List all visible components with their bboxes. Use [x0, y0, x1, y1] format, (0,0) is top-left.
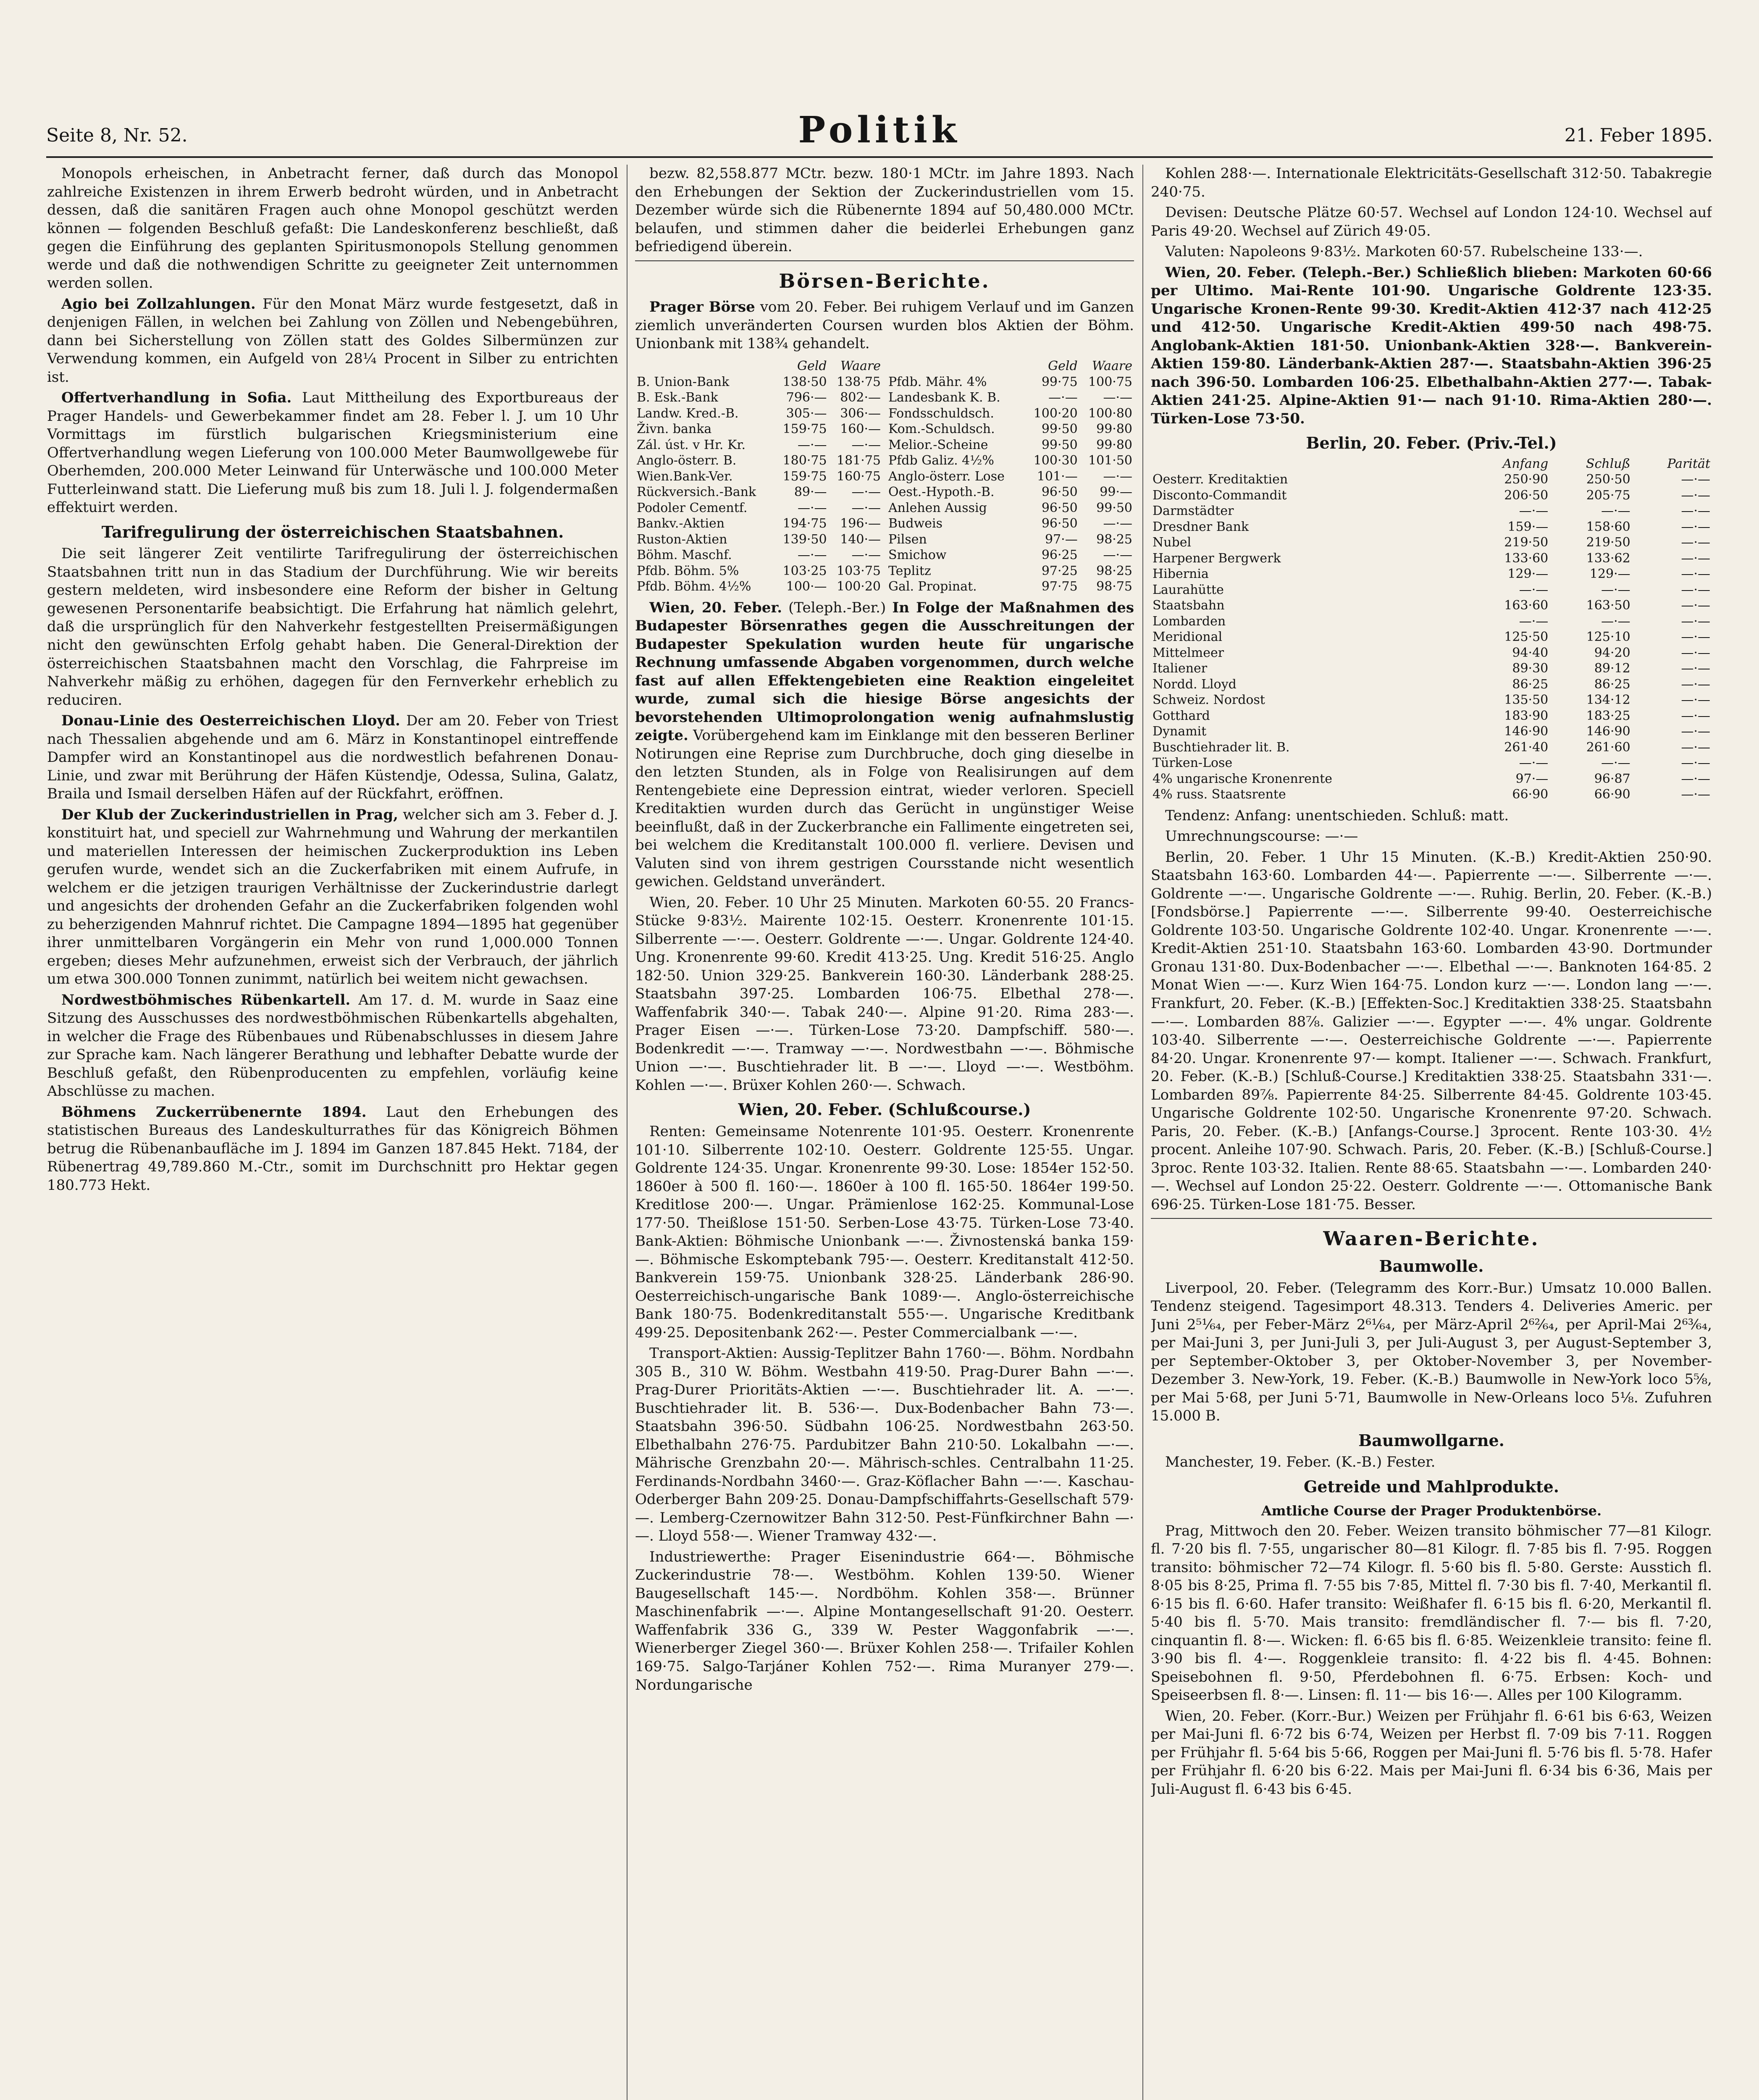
row-value-p: —·— [1681, 630, 1710, 645]
row-label: Landesbank K. B. [888, 390, 1000, 405]
article-subheading: Amtliche Course der Prager Produktenbörse. [1261, 1502, 1602, 1519]
row-value-ware: 100·20 [837, 579, 881, 594]
article-bold: Schließlich blieben: Markoten 60·66 per Ultimo. Mai-Rente 101·90. Ungarische Goldrente 123·35. Ungarische Kronen-Rente 99·30. Kredit-Aktien 412·37 nach 412·25 und 412·50. Ungarische Kredit-Aktien 499·50 nach 498·75. Anglobank-Aktien 181·50. Unionbank-Aktien 328·—. Bankverein-Aktien 159·80. Länderbank-Aktien 287·—. Staatsbahn-Aktien 396·25 nach 396·50. Lombarden 106·25. Elbethalbahn-Aktien 277·—. Tabak-Aktien 241·25. Alpine-Aktien 91·— nach 91·10. Rima-Aktien 280·—. Türken-Lose 73·50. [1151, 264, 1712, 427]
prager-table-left [635, 358, 882, 595]
article-heading: Offertverhandlung in Sofia. [61, 389, 292, 407]
row-value-a: 94·40 [1512, 645, 1549, 660]
row-value-p: —·— [1681, 488, 1710, 503]
row-value-ware: 98·25 [1096, 532, 1132, 547]
row-value-ware: 196·— [840, 516, 881, 531]
table-row [1151, 692, 1712, 708]
row-value-geld: —·— [798, 500, 827, 515]
row-value-geld: 99·75 [1041, 374, 1078, 389]
row-value-ware: 99·80 [1096, 437, 1132, 452]
row-label: Darmstädter [1153, 504, 1234, 519]
row-value-ware: —·— [851, 437, 881, 452]
row-label: Lombarden [1153, 614, 1226, 629]
row-value-p: —·— [1681, 724, 1710, 739]
row-value-a: —·— [1519, 756, 1549, 771]
row-value-ware: 103·75 [837, 563, 881, 578]
table-row [1151, 551, 1712, 567]
row-value-ware: —·— [851, 548, 881, 562]
row-value-s: —·— [1601, 504, 1630, 519]
baumwolle: Liverpool, 20. Feber. (Telegramm des Korr.-Bur.) Umsatz 10.000 Ballen. Tendenz steigend. Tagesimport 48.313. Tenders 4. Deliveries Americ. per Juni 2⁵¹⁄₆₄, per Feber-März 2⁶¹⁄₆₄, per März-April 2⁶²⁄₆₄, per April-Mai 2⁶³⁄₆₄, per Mai-Juni 3, per Juni-Juli 3, per Juli-August 3, per August-September 3, per September-Oktober 3, per Oktober-November 3, per November-Dezember 3. New-York, 19. Feber. (K.-B.) Baumwolle in New-York loco 5⅝, per Mai 5·68, per Juni 5·71, Baumwolle in New-Orleans loco 5⅛. Zufuhren 15.000 B. [1151, 1279, 1712, 1425]
article-heading: Getreide und Mahlprodukte. [1303, 1477, 1559, 1496]
header-rule [46, 156, 1713, 158]
table-row [1151, 503, 1712, 519]
article-body: Für den Monat März wurde festgesetzt, daß in denjenigen Fällen, in welchen bei Zahlung von Zöllen und Nebengebühren, dann bei Sicherstellung von Zöllen statt des Goldes Silbermünzen zur Verwendung kommen, ein Aufgeld von 28¼ Procent in Silber zu entrichten ist. [47, 295, 618, 386]
row-label: Rückversich.-Bank [637, 485, 756, 499]
prager-boerse [635, 298, 1134, 353]
col-schluss: Schluß [1586, 456, 1630, 471]
page-header [46, 105, 1713, 151]
umrechnung: Umrechnungscourse: —·— [1165, 828, 1358, 845]
row-value-ware: 99·80 [1096, 422, 1132, 436]
column-2 [635, 165, 1134, 2100]
article-heading: Agio bei Zollzahlungen. [61, 295, 256, 312]
article-heading: Tarifregulirung der österreichischen Staatsbahnen. [101, 522, 564, 541]
row-label: Meridional [1153, 630, 1223, 645]
table-row [1151, 472, 1712, 488]
row-value-ware: 98·75 [1096, 579, 1132, 594]
column-1 [47, 165, 618, 2100]
row-value-a: 66·90 [1512, 787, 1549, 802]
article-heading: Baumwolle. [1379, 1257, 1484, 1276]
row-label: Nubel [1153, 535, 1192, 550]
row-label: Hibernia [1153, 567, 1209, 582]
row-value-a: —·— [1519, 582, 1549, 597]
row-value-ware: —·— [1103, 390, 1132, 405]
row-value-p: —·— [1681, 472, 1710, 487]
table-row [887, 374, 1134, 390]
article-body: Die seit längerer Zeit ventilirte Tarifregulirung der österreichischen Staatsbahnen tritt nun in das Stadium der Durchführung. Wie wir bereits gestern meldeten, wird insbesondere eine Reform der bisher in Geltung gewesenen Personentarife beabsichtigt. Die Erfahrung hat nämlich gelehrt, daß die ursprünglich für den Nahverkehr festgestellten Preisermäßigungen nicht den gewünschten Erfolg gehabt haben. Die General-Direktion der österreichischen Staatsbahnen macht den Vorschlag, die Fahrpreise im Nahverkehr mäßig zu erhöhen, dagegen für den Fernverkehr erheblich zu reduciren. [47, 545, 618, 709]
row-label: Pfdb Galiz. 4½% [888, 453, 994, 468]
row-label: Pilsen [888, 532, 927, 547]
table-row [887, 516, 1134, 532]
row-value-ware: 306·— [840, 406, 881, 421]
col-anfang: Anfang [1502, 456, 1549, 471]
wien-report-3: Renten: Gemeinsame Notenrente 101·95. Oesterr. Kronenrente 101·10. Silberrente 102·10. Oesterr. Goldrente 125·55. Ungar. Goldrente 124·35. Ungar. Kronenrente 99·30. Lose: 1854er 152·50. 1860er à 500 fl. 160·—. 1860er à 100 fl. 165·50. 1864er 199·50. Kreditlose 200·—. Ungar. Prämienlose 162·25. Kommunal-Lose 177·50. Theißlose 151·50. Serben-Lose 43·75. Türken-Lose 73·40. Bank-Aktien: Böhmische Unionbank —·—. Živnostenská banka 159·—. Böhmische Eskomptebank 795·—. Oesterr. Kreditanstalt 412·50. Bankverein 159·75. Unionbank 328·25. Länderbank 286·90. Oesterreichisch-ungarische Bank 1089·—. Anglo-österreichische Bank 180·75. Bodenkreditanstalt 555·—. Ungarische Kreditbank 499·25. Depositenbank 262·—. Pester Commercialbank —·—. [635, 1123, 1134, 1341]
row-value-geld: 96·50 [1041, 500, 1078, 515]
page-number: Seite 8, Nr. 52. [46, 125, 188, 146]
table-row [635, 500, 882, 516]
row-label: Bankv.-Aktien [637, 516, 725, 531]
row-label: Laurahütte [1153, 582, 1224, 597]
table-row [635, 563, 882, 579]
row-value-geld: 305·— [786, 406, 827, 421]
row-value-s: 89·12 [1594, 661, 1630, 676]
row-value-s: 134·12 [1586, 693, 1630, 708]
col-ware: Waare [1092, 359, 1132, 373]
table-row [635, 579, 882, 595]
row-label: Smichow [888, 548, 947, 562]
row-value-geld: 159·75 [782, 469, 827, 484]
table-row [1151, 488, 1712, 504]
row-value-p: —·— [1681, 756, 1710, 771]
row-value-a: 159·— [1507, 519, 1549, 534]
row-label: Oest.-Hypoth.-B. [888, 485, 995, 499]
article-boehmen [47, 1103, 618, 1195]
row-value-s: 163·50 [1586, 598, 1630, 613]
row-label: Teplitz [888, 563, 931, 578]
article-heading: Prager Börse [649, 299, 755, 316]
row-label: Melior.-Scheine [888, 437, 988, 452]
table-row [1151, 677, 1712, 693]
row-value-p: —·— [1681, 551, 1710, 566]
row-label: Pfdb. Böhm. 5% [637, 563, 739, 578]
row-label: Pfdb. Mähr. 4% [888, 374, 987, 389]
article-intro: Kohlen 288·—. Internationale Elektricitäts-Gesellschaft 312·50. Tabakregie 240·75. [1151, 165, 1712, 200]
row-value-p: —·— [1681, 661, 1710, 676]
article-heading: Baumwollgarne. [1358, 1431, 1504, 1450]
row-value-s: 96·87 [1594, 771, 1630, 786]
row-label: B. Esk.-Bank [637, 390, 718, 405]
row-value-ware: —·— [851, 485, 881, 499]
row-label: Wien.Bank-Ver. [637, 469, 733, 484]
divider [1151, 1218, 1712, 1219]
row-label: Dynamit [1153, 724, 1207, 739]
table-row [1151, 582, 1712, 598]
row-value-geld: 138·50 [782, 374, 827, 389]
row-label: Oesterr. Kreditaktien [1153, 472, 1288, 487]
row-value-geld: —·— [798, 437, 827, 452]
row-label: Anglo-österr. B. [637, 453, 737, 468]
row-value-ware: 98·25 [1096, 563, 1132, 578]
table-row [1151, 614, 1712, 630]
row-value-p: —·— [1681, 708, 1710, 723]
table-row [635, 406, 882, 422]
row-label: Anlehen Aussig [888, 500, 987, 515]
row-value-a: 250·90 [1504, 472, 1549, 487]
row-value-s: 86·25 [1594, 677, 1630, 692]
row-label: Živn. banka [637, 422, 712, 436]
article-body: Laut den Erhebungen des statistischen Bureaus des Landeskulturrathes für das Königreich Böhmen betrug die Rübenanbaufläche im J. 1894 im Ganzen 187.845 Hekt. 7184, der Rübenertrag 49,789.860 M.-Ctr., somit im Durchschnitt pro Hektar gegen 180.773 Hekt. [47, 1103, 618, 1194]
row-value-a: 125·50 [1504, 630, 1549, 645]
row-value-geld: 194·75 [782, 516, 827, 531]
row-value-s: 219·50 [1586, 535, 1630, 550]
table-row [635, 532, 882, 548]
row-value-ware: 160·— [840, 422, 881, 436]
article-body: Vorübergehend kam im Einklange mit den besseren Berliner Notirungen eine Reprise zum Durchbruche, doch ging dieselbe in den letzten Stunden, als in Folge von Realisirungen auf dem Rentengebiete eine Depression eintrat, wieder verloren. Speciell Kreditaktien wurden durch das Gerücht in ungünstiger Weise beeinflußt, daß in der Zuckerbranche ein Fallimente eingetreten sei, bei welchem die Kreditanstalt 100.000 fl. verliere. Devisen und Valuten sind von ihrem gestrigen Coursstande nicht wesentlich gewichen. Geldstand unverändert. [635, 727, 1134, 890]
row-value-geld: 100·— [786, 579, 827, 594]
table-row [887, 469, 1134, 485]
row-value-a: 219·50 [1504, 535, 1549, 550]
devisen: Devisen: Deutsche Plätze 60·57. Wechsel auf London 124·10. Wechsel auf Paris 49·20. Wechsel auf Zürich 49·05. [1151, 204, 1712, 239]
row-value-ware: —·— [851, 500, 881, 515]
row-label: Disconto-Commandit [1153, 488, 1287, 503]
row-value-geld: 103·25 [782, 563, 827, 578]
row-value-geld: 99·50 [1041, 422, 1078, 436]
row-value-a: 133·60 [1504, 551, 1549, 566]
article-heading: Böhmens Zuckerrübenernte 1894. [61, 1103, 367, 1121]
row-value-s: —·— [1601, 756, 1630, 771]
row-value-a: 129·— [1507, 567, 1549, 582]
article-heading: Nordwestböhmisches Rübenkartell. [61, 991, 351, 1008]
valuten: Valuten: Napoleons 9·83½. Markoten 60·57. Rubelscheine 133·—. [1165, 243, 1643, 260]
row-value-p: —·— [1681, 598, 1710, 613]
row-value-p: —·— [1681, 693, 1710, 708]
table-row [887, 406, 1134, 422]
row-label: 4% russ. Staatsrente [1153, 787, 1286, 802]
table-row [887, 579, 1134, 595]
industriewerthe: Industriewerthe: Prager Eisenindustrie 664·—. Böhmische Zuckerindustrie 78·—. Westböhm. Kohlen 139·50. Wiener Baugesellschaft 145·—. Nordböhm. Kohlen 358·—. Brünner Maschinenfabrik —·—. Alpine Montangesellschaft 91·20. Oesterr. Waffenfabrik 336 G., 339 W. Pester Waggonfabrik —·—. Wienerberger Ziegel 360·—. Brüxer Kohlen 258·—. Trifailer Kohlen 169·75. Salgo-Tarjáner Kohlen 752·—. Rima Muranyer 279·—. Nordungarische [635, 1548, 1134, 1693]
prager-table-right [887, 358, 1134, 595]
baumwollgarne: Manchester, 19. Feber. (K.-B.) Fester. [1165, 1454, 1436, 1471]
article-body: Der am 20. Feber von Triest nach Thessalien abgehende und am 6. März in Konstantinopel eintreffende Dampfer wird an Konstantinopel aus die nordwestlich befahrenen Donau-Linie, und zwar mit Berührung der Häfen Küstendje, Odessa, Sulina, Galatz, Braila und Ismail derselben Häfen auf der Rückfahrt, eröffnen. [47, 712, 618, 803]
table-row [1151, 645, 1712, 661]
row-value-s: 205·75 [1586, 488, 1630, 503]
row-value-ware: 140·— [840, 532, 881, 547]
row-value-ware: —·— [1103, 469, 1132, 484]
table-row [887, 390, 1134, 406]
row-value-a: 89·30 [1512, 661, 1549, 676]
table-row [635, 484, 882, 500]
wien-getreide: Wien, 20. Feber. (Korr.-Bur.) Weizen per Frühjahr fl. 6·61 bis 6·63, Weizen per Mai-Juni fl. 6·72 bis 6·74, Weizen per Herbst fl. 7·09 bis 7·11. Roggen per Frühjahr fl. 5·64 bis 5·66, Roggen per Mai-Juni fl. 5·76 bis fl. 5·78. Hafer per Frühjahr fl. 6·20 bis 6·22. Mais per Mai-Juni fl. 6·34 bis 6·36, Mais per Juli-August fl. 6·43 bis 6·45. [1151, 1707, 1712, 1798]
table-row [1151, 755, 1712, 771]
row-value-s: 133·62 [1586, 551, 1630, 566]
table-row [887, 484, 1134, 500]
article-intro: Monopols erheischen, in Anbetracht ferner, daß durch das Monopol zahlreiche Existenzen in ihrem Erwerb bedroht würden, und in Anbetracht dessen, daß die sanitären Fragen auch ohne Monopol geschützt werden können — folgenden Beschluß gefaßt: Die Landeskonferenz beschließt, daß gegen die Einführung des geplanten Spiritusmonopols Stellung genommen werde und daß die nothwendigen Schritte zu geeigneter Zeit unternommen werden sollen. [47, 165, 618, 292]
table-row [635, 437, 882, 453]
section-title: Politik [798, 109, 961, 151]
section-heading: Waaren-Berichte. [1323, 1227, 1540, 1250]
article-nordwest [47, 991, 618, 1101]
table-row [635, 516, 882, 532]
row-label: Landw. Kred.-B. [637, 406, 739, 421]
divider [635, 260, 1134, 261]
row-value-p: —·— [1681, 504, 1710, 519]
article-donau [47, 712, 618, 803]
table-row [1151, 771, 1712, 787]
row-value-geld: —·— [1048, 390, 1078, 405]
table-row [887, 547, 1134, 563]
row-value-a: 163·60 [1504, 598, 1549, 613]
table-row [1151, 629, 1712, 645]
table-row [635, 374, 882, 390]
article-body: welcher sich am 3. Feber d. J. konstituirt hat, und speciell zur Wahrnehmung und Wahrung der merkantilen und materiellen Interessen der heimischen Zuckerproduktion ins Leben gerufen wurde, wendet sich an die Zuckerfabriken mit einem Aufrufe, in welchem er die jetzigen traurigen Verhältnisse der Zuckerindustrie darlegt und angesichts der drohenden Gefahr an die Zuckerfabriken folgenden wohl zu beherzigenden Mahnruf richtet. Die Campagne 1894—1895 hat gegenüber ihrer unmittelbaren Vorgängerin ein Mehr von rund 1,000.000 Tonnen ergeben; dieses Mehr aufzunehmen, erweist sich der Verbrauch, der jährlich um etwa 300.000 Tonnen zunimmt, natürlich bei weitem nicht gewachsen. [47, 806, 618, 988]
row-value-ware: 181·75 [837, 453, 881, 468]
getreide: Prag, Mittwoch den 20. Feber. Weizen transito böhmischer 77—81 Kilogr. fl. 7·20 bis fl. 7·55, ungarischer 80—81 Kilogr. fl. 7·85 bis fl. 7·95. Roggen transito: böhmischer 72—74 Kilogr. fl. 5·60 bis fl. 5·80. Gerste: Ausstich fl. 8·05 bis 8·25, Prima fl. 7·55 bis 7·85, Mittel fl. 7·30 bis fl. 7·40, Merkantil fl. 6·15 bis fl. 6·60. Hafer transito: Weißhafer fl. 6·15 bis fl. 6·20, Merkantil fl. 5·40 bis fl. 5·70. Mais transito: fremdländischer fl. 7·— bis fl. 7·20, cinquantin fl. 8·—. Wicken: fl. 6·65 bis fl. 6·85. Weizenkleie transito: feine fl. 3·90 bis fl. 4·—. Roggenkleie transito: fl. 4·22 bis fl. 4·45. Bohnen: Speisebohnen fl. 9·50, Pferdebohnen fl. 6·75. Erbsen: Koch- und Speiseerbsen fl. 8·—. Linsen: fl. 11·— bis 16·—. Alles per 100 Kilogramm. [1151, 1522, 1712, 1704]
table-row [1151, 708, 1712, 724]
row-value-ware: 100·80 [1088, 406, 1132, 421]
row-value-p: —·— [1681, 519, 1710, 534]
article-zoll [47, 295, 618, 387]
row-value-geld: 796·— [786, 390, 827, 405]
tendenz: Tendenz: Anfang: unentschieden. Schluß: matt. [1165, 807, 1509, 824]
row-value-a: 183·90 [1504, 708, 1549, 723]
row-label: Pfdb. Böhm. 4½% [637, 579, 751, 594]
row-value-s: 183·25 [1586, 708, 1630, 723]
row-value-geld: 99·50 [1041, 437, 1078, 452]
row-value-ware: —·— [1103, 548, 1132, 562]
table-row [1151, 598, 1712, 614]
table-row [887, 421, 1134, 437]
table-row [635, 469, 882, 485]
row-value-ware: 100·75 [1088, 374, 1132, 389]
article-heading: Wien, 20. Feber. (Teleph.-Ber.) [1165, 264, 1412, 281]
row-value-geld: 96·50 [1041, 516, 1078, 531]
row-value-a: —·— [1519, 614, 1549, 629]
row-value-geld: 96·25 [1041, 548, 1078, 562]
article-body: Laut Mittheilung des Exportbureaus der Prager Handels- und Gewerbekammer findet am 28. Feber l. J. um 10 Uhr Vormittags im fürstlich bulgarischen Kriegsministerium eine Offertverhandlung wegen Lieferung von 100.000 Meter Baumwollgewebe für Oberhemden, 200.000 Meter Leinwand für Unterwäsche und 100.000 Meter Futterleinwand statt. Die Lieferung muß bis zum 18. Juli l. J. folgendermaßen effektuirt werden. [47, 389, 618, 516]
row-value-a: 135·50 [1504, 693, 1549, 708]
article-body: vom 20. Feber. Bei ruhigem Verlauf und im Ganzen ziemlich unveränderten Coursen wurden blos Aktien der Böhm. Unionbank mit 138¾ gehandelt. [635, 299, 1134, 352]
row-value-geld: 97·25 [1041, 563, 1078, 578]
table-row [1151, 787, 1712, 803]
article-heading: Wien, 20. Feber. [649, 599, 782, 616]
row-label: Podoler Cementf. [637, 500, 748, 515]
transport-aktien: Transport-Aktien: Aussig-Teplitzer Bahn 1760·—. Böhm. Nordbahn 305 B., 310 W. Böhm. Westbahn 419·50. Prag-Durer Bahn —·—. Prag-Durer Prioritäts-Aktien —·—. Buschtiehrader lit. A. —·—. Buschtiehrader lit. B. 536·—. Dux-Bodenbacher Bahn 73·—. Staatsbahn 396·50. Südbahn 106·25. Nordwestbahn 263·50. Elbethalbahn 276·75. Pardubitzer Bahn 210·50. Lokalbahn —·—. Mährische Grenzbahn 20·—. Mährisch-schles. Centralbahn 11·25. Ferdinands-Nordbahn 3460·—. Graz-Köflacher Bahn —·—. Kaschau-Oderberger Bahn 209·25. Donau-Dampfschiffahrts-Gesellschaft 579·—. Lemberg-Czernowitzer Bahn 312·50. Pest-Fünfkirchner Bahn —·—. Lloyd 558·—. Wiener Tramway 432·—. [635, 1345, 1134, 1545]
row-value-geld: 139·50 [782, 532, 827, 547]
row-label: Nordd. Lloyd [1153, 677, 1237, 692]
article-heading: Der Klub der Zuckerindustriellen in Prag, [61, 806, 398, 823]
table-row [887, 500, 1134, 516]
row-value-ware: 99·— [1100, 485, 1132, 499]
row-label: Dresdner Bank [1153, 519, 1249, 534]
article-heading: Berlin, 20. Feber. (Priv.-Tel.) [1306, 433, 1557, 453]
row-value-geld: 180·75 [782, 453, 827, 468]
row-value-s: 146·90 [1586, 724, 1630, 739]
article-intro: bezw. 82,558.877 MCtr. bezw. 180·1 MCtr. im Jahre 1893. Nach den Erhebungen der Sektion der Zuckerindustriellen vom 15. Dezember würde sich die Rübenernte 1894 auf 50,480.000 MCtr. belaufen, und stimmen daher die beiderlei Erhebungen ganz befriedigend überein. [635, 165, 1134, 255]
article-klub [47, 806, 618, 989]
table-row [1151, 724, 1712, 740]
row-label: Türken-Lose [1153, 756, 1233, 771]
berlin-table [1151, 456, 1712, 803]
row-value-p: —·— [1681, 771, 1710, 786]
article-heading: Wien, 20. Feber. (Schlußcourse.) [738, 1100, 1031, 1119]
issue-date: 21. Feber 1895. [1564, 125, 1713, 146]
table-row [635, 390, 882, 406]
row-value-p: —·— [1681, 567, 1710, 582]
table-row [1151, 740, 1712, 756]
row-value-s: 125·10 [1586, 630, 1630, 645]
article-offert [47, 389, 618, 517]
wien-report-4 [1151, 264, 1712, 428]
table-row [887, 563, 1134, 579]
row-value-s: 261·60 [1586, 740, 1630, 755]
row-value-p: —·— [1681, 614, 1710, 629]
row-label: Gal. Propinat. [888, 579, 977, 594]
row-label: Böhm. Maschf. [637, 548, 732, 562]
column-3 [1151, 165, 1712, 2100]
col-paritaet: Parität [1667, 456, 1710, 471]
row-label: B. Union-Bank [637, 374, 730, 389]
table-row [1151, 566, 1712, 582]
table-row [1151, 535, 1712, 551]
table-row [1151, 661, 1712, 677]
foreign-reports: Berlin, 20. Feber. 1 Uhr 15 Minuten. (K.-B.) Kredit-Aktien 250·90. Staatsbahn 163·60. Lombarden 44·—. Papierrente —·—. Silberrente —·—. Goldrente —·—. Ungarische Goldrente —·—. Ruhig. Berlin, 20. Feber. (K.-B.) [Fondsbörse.] Papierrente —·—. Silberrente 99·40. Oesterreichische Goldrente 103·50. Ungarische Goldrente 102·40. Ungar. Kronenrente —·—. Kredit-Aktien 251·10. Staatsbahn 163·60. Lombarden 43·90. Dortmunder Gronau 131·80. Dux-Bodenbacher —·—. Elbethal —·—. Banknoten 164·85. 2 Monat Wien —·—. Kurz Wien 164·75. London kurz —·—. London lang —·—. Frankfurt, 20. Feber. (K.-B.) [Effekten-Soc.] Kreditaktien 338·25. Staatsbahn —·—. Lombarden 88⅞. Galizier —·—. Egypter —·—. 4% ungar. Goldrente 103·40. Silberrente —·—. Oesterreichische Goldrente —·—. Papierrente 84·20. Ungar. Kronenrente 97·— kompt. Italiener —·—. Schwach. Frankfurt, 20. Feber. (K.-B.) [Schluß-Course.] Kreditaktien 338·25. Staatsbahn 331·—. Lombarden 89⅞. Papierrente 84·25. Silberrente 84·45. Goldrente 103·45. Ungarische Goldrente 102·50. Ungarische Kronenrente 97·20. Schwach. Paris, 20. Feber. (K.-B.) [Anfangs-Course.] 3procent. Rente 103·30. 4½ procent. Anleihe 107·90. Schwach. Paris, 20. Feber. (K.-B.) [Schluß-Course.] 3proc. Rente 103·32. Italien. Rente 88·65. Staatsbahn —·—. Lombarden 240·—. Wechsel auf London 25·22. Oesterr. Goldrente —·—. Ottomanische Bank 696·25. Türken-Lose 181·75. Besser. [1151, 848, 1712, 1213]
row-value-s: 66·90 [1594, 787, 1630, 802]
row-value-s: 129·— [1589, 567, 1630, 582]
row-value-s: 158·60 [1586, 519, 1630, 534]
row-label: Ruston-Aktien [637, 532, 727, 547]
col-ware: Waare [840, 359, 881, 373]
row-label: Zál. úst. v Hr. Kr. [637, 437, 746, 452]
row-value-a: 146·90 [1504, 724, 1549, 739]
row-value-ware: 160·75 [837, 469, 881, 484]
table-row [1151, 519, 1712, 535]
row-value-a: 206·50 [1504, 488, 1549, 503]
row-label: Budweis [888, 516, 943, 531]
row-value-geld: 101·— [1037, 469, 1078, 484]
article-body: Am 17. d. M. wurde in Saaz eine Sitzung des Ausschusses des nordwestböhmischen Rübenkartells abgehalten, in welcher die Frage des Rübenbaues und Rübenabschlusses in diesem Jahre zur Sprache kam. Nach längerer Berathung und lebhafter Debatte wurde der Beschluß gefaßt, den Rübenproducenten zu empfehlen, vorläufig keine Abschlüsse zu machen. [47, 991, 618, 1100]
section-heading: Börsen-Berichte. [779, 269, 990, 292]
row-value-s: —·— [1601, 614, 1630, 629]
wien-report-1 [635, 599, 1134, 891]
row-value-ware: 101·50 [1088, 453, 1132, 468]
row-value-ware: 138·75 [837, 374, 881, 389]
row-value-ware: 99·50 [1096, 500, 1132, 515]
row-value-p: —·— [1681, 582, 1710, 597]
row-value-p: —·— [1681, 787, 1710, 802]
row-label: Anglo-österr. Lose [888, 469, 1005, 484]
row-value-a: 261·40 [1504, 740, 1549, 755]
row-value-p: —·— [1681, 535, 1710, 550]
row-label: Buschtiehrader lit. B. [1153, 740, 1290, 755]
row-value-geld: —·— [798, 548, 827, 562]
col-geld: Geld [797, 359, 827, 373]
row-label: Harpener Bergwerk [1153, 551, 1281, 566]
table-row [635, 453, 882, 469]
row-value-s: 94·20 [1594, 645, 1630, 660]
row-value-a: 97·— [1515, 771, 1549, 786]
row-value-geld: 159·75 [782, 422, 827, 436]
row-label: Gotthard [1153, 708, 1210, 723]
row-value-geld: 100·20 [1033, 406, 1078, 421]
row-value-p: —·— [1681, 645, 1710, 660]
row-value-a: 86·25 [1512, 677, 1549, 692]
article-heading: Donau-Linie des Oesterreichischen Lloyd. [61, 712, 400, 730]
row-value-geld: 97·— [1045, 532, 1078, 547]
table-row [635, 421, 882, 437]
row-value-geld: 96·50 [1041, 485, 1078, 499]
row-value-geld: 97·75 [1041, 579, 1078, 594]
row-value-ware: 802·— [840, 390, 881, 405]
wien-report-2: Wien, 20. Feber. 10 Uhr 25 Minuten. Markoten 60·55. 20 Francs-Stücke 9·83½. Mairente 102·15. Oesterr. Kronenrente 101·15. Silberrente —·—. Oesterr. Goldrente —·—. Ungar. Goldrente 124·40. Ung. Kronenrente 99·60. Kredit 413·25. Ung. Kredit 516·25. Anglo 182·50. Union 329·25. Bankverein 160·30. Länderbank 288·25. Staatsbahn 397·25. Lombarden 106·75. Elbethal 278·—. Waffenfabrik 340·—. Tabak 240·—. Alpine 91·20. Rima 283·—. Prager Eisen —·—. Türken-Lose 73·20. Dampfschiff. 580·—. Bodenkredit —·—. Tramway —·—. Nordwestbahn —·—. Böhmische Union —·—. Buschtiehrader lit. B —·—. Lloyd —·—. Westböhm. Kohlen —·—. Brüxer Kohlen 260·—. Schwach. [635, 894, 1134, 1094]
col-geld: Geld [1048, 359, 1078, 373]
row-label: Mittelmeer [1153, 645, 1224, 660]
row-label: Staatsbahn [1153, 598, 1225, 613]
row-value-geld: 100·30 [1033, 453, 1078, 468]
table-row [635, 547, 882, 563]
column-divider [1142, 165, 1143, 2100]
row-label: Kom.-Schuldsch. [888, 422, 995, 436]
article-bold: In Folge der Maßnahmen des Budapester Börsenrathes gegen die Ausschreitungen der Budapester Spekulation wurden heute für ungarische Rechnung umfassende Abgaben vorgenommen, durch welche fast auf allen Effektengebieten eine Reaktion eingeleitet wurde, zumal sich die hiesige Börse angesichts der bevorstehenden Ultimoprolongation wenig aufnahmslustig zeigte. [635, 599, 1134, 744]
table-row [887, 532, 1134, 548]
row-value-p: —·— [1681, 677, 1710, 692]
table-row [887, 437, 1134, 453]
source-tag: (Teleph.-Ber.) [788, 599, 886, 616]
row-value-a: —·— [1519, 504, 1549, 519]
row-value-p: —·— [1681, 740, 1710, 755]
prager-tables [635, 356, 1134, 599]
row-label: Italiener [1153, 661, 1208, 676]
row-value-s: 250·50 [1586, 472, 1630, 487]
row-label: 4% ungarische Kronenrente [1153, 771, 1333, 786]
row-value-s: —·— [1601, 582, 1630, 597]
row-value-ware: —·— [1103, 516, 1132, 531]
table-row [887, 453, 1134, 469]
row-value-geld: 89·— [794, 485, 827, 499]
row-label: Fondsschuldsch. [888, 406, 994, 421]
row-label: Schweiz. Nordost [1153, 693, 1265, 708]
